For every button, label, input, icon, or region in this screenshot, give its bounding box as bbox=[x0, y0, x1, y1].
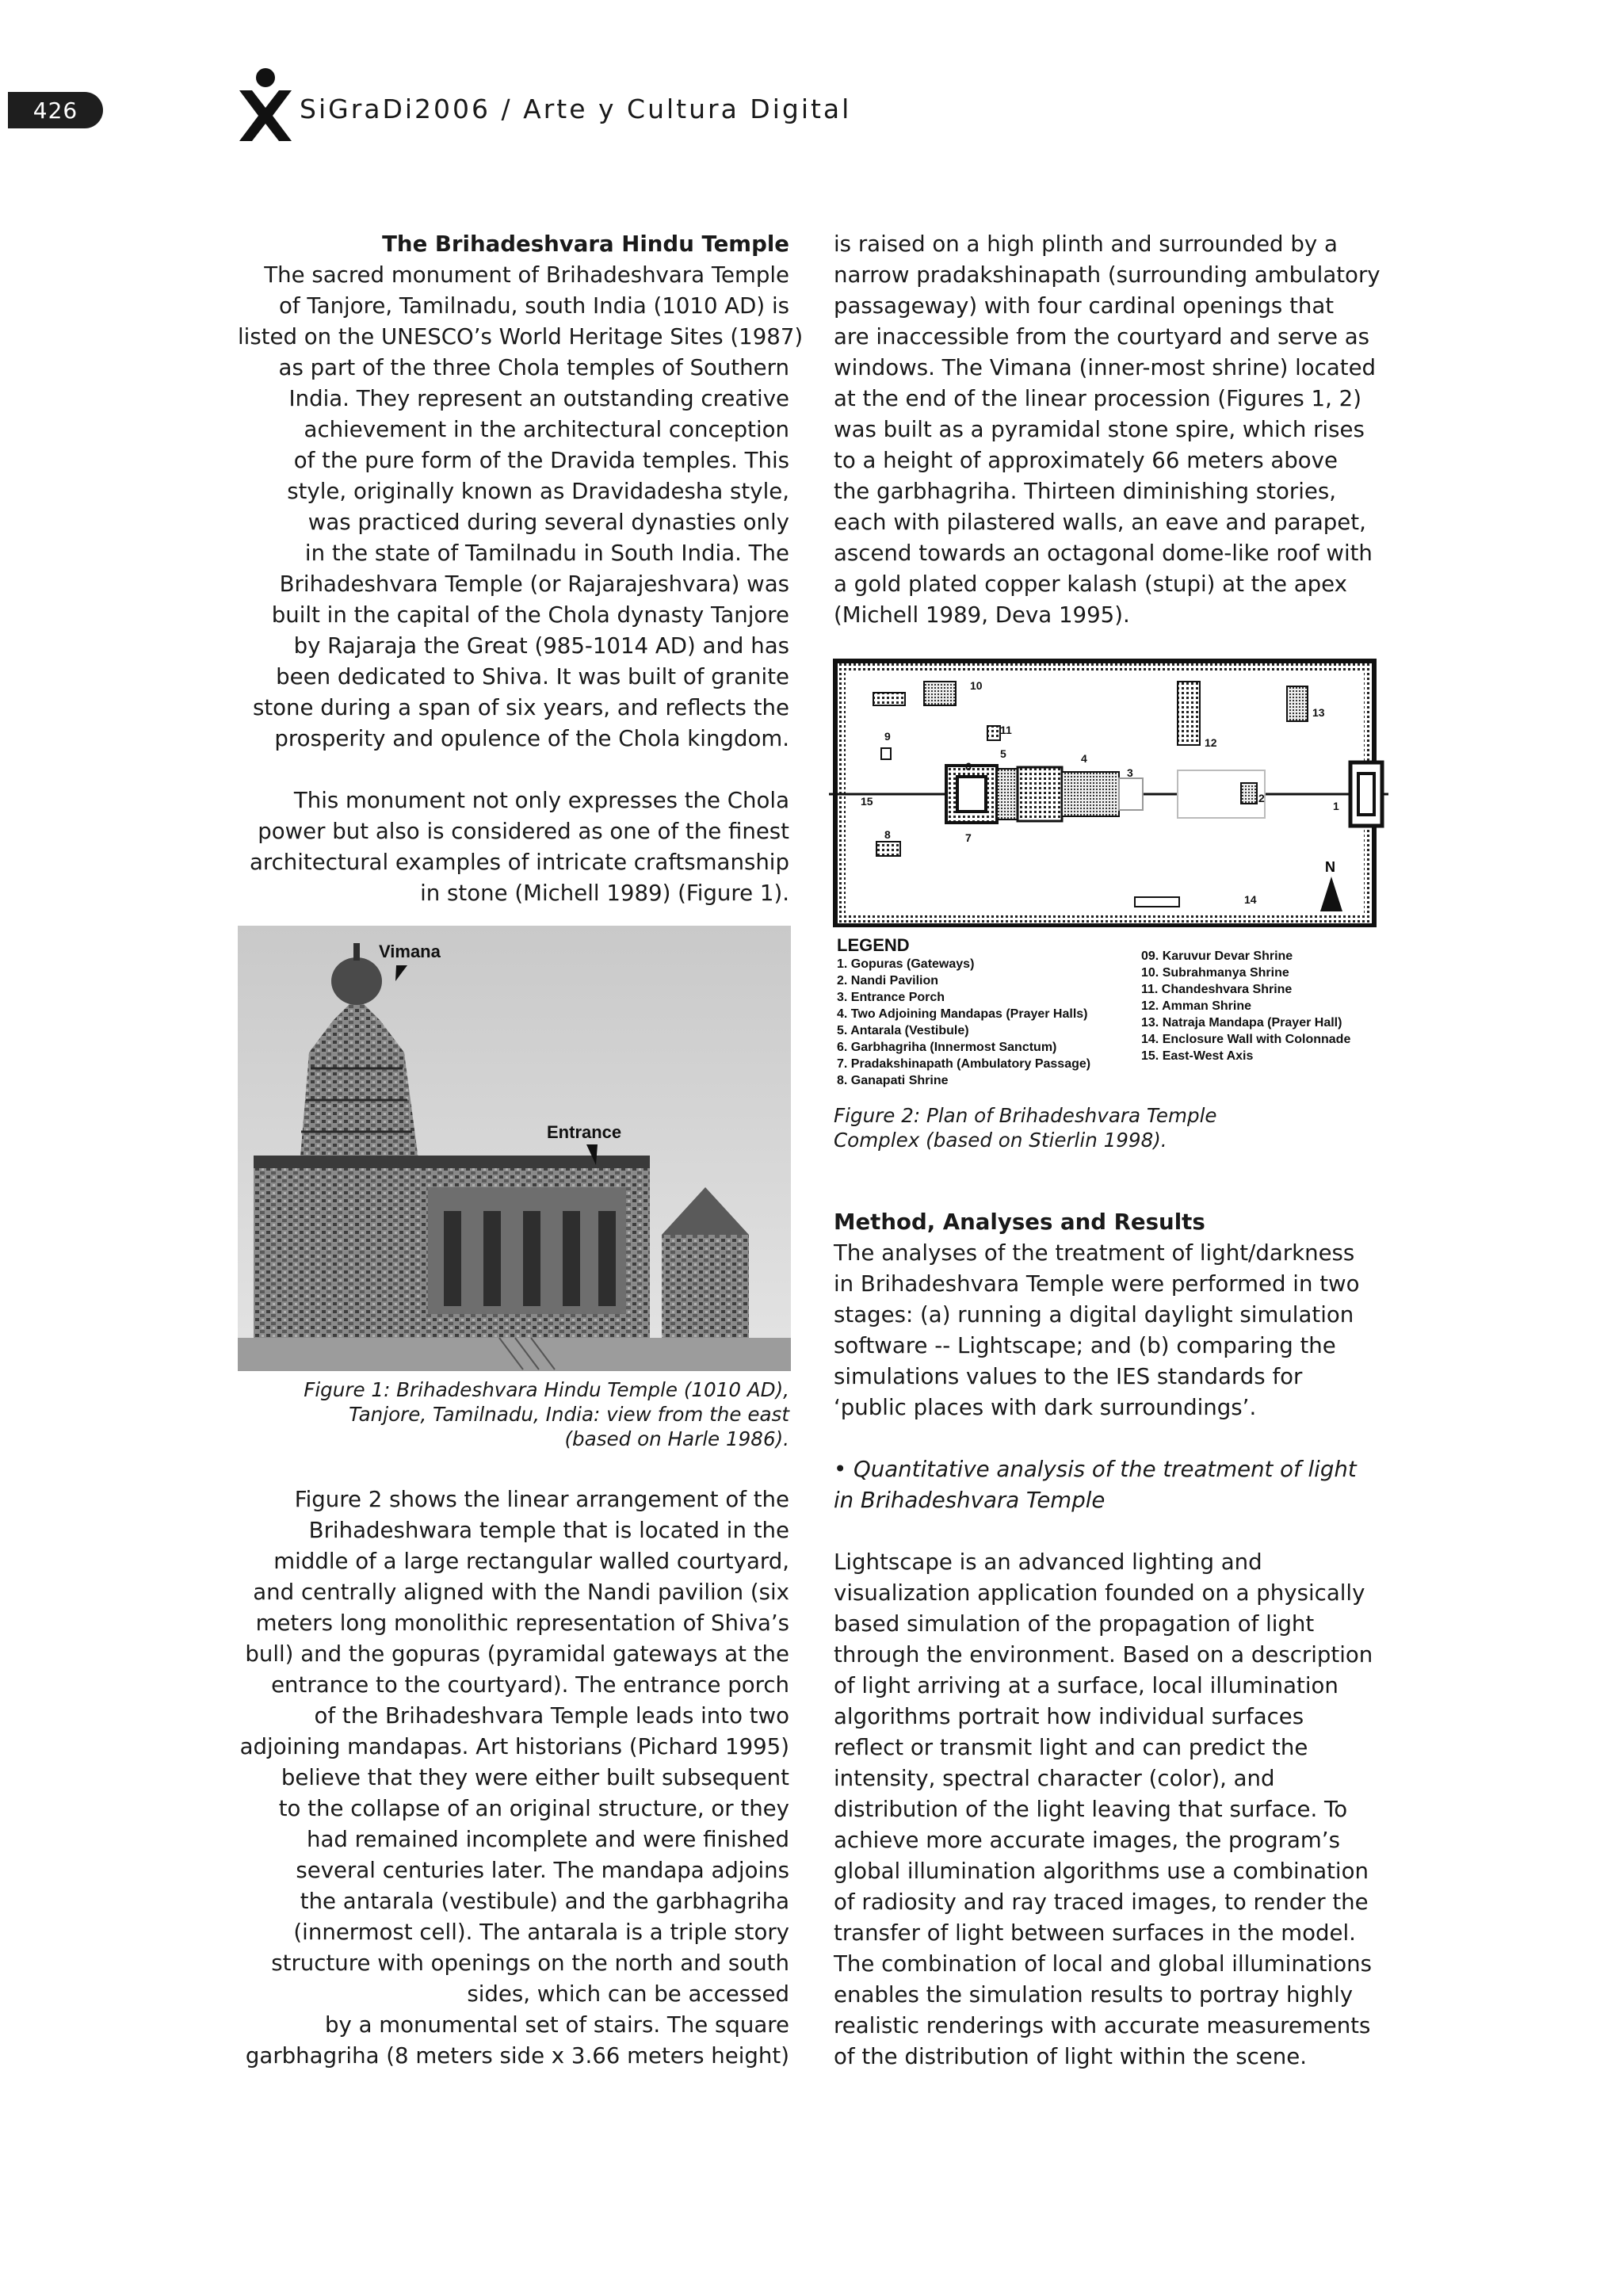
text-line: adjoining mandapas. Art historians (Pichard 1995) bbox=[239, 1733, 789, 1759]
text-line: been dedicated to Shiva. It was built of granite bbox=[276, 663, 789, 690]
legend-item: 7. Pradakshinapath (Ambulatory Passage) bbox=[837, 1057, 1091, 1071]
journal-title: SiGraDi2006 / Arte y Cultura Digital bbox=[300, 94, 852, 124]
text-line: had remained incomplete and were finished bbox=[306, 1826, 789, 1852]
figure1-temple-photo bbox=[238, 926, 791, 1371]
figure2-caption bbox=[834, 1103, 1388, 1152]
text-line: of the pure form of the Dravida temples. This bbox=[293, 447, 789, 473]
text-line: realistic renderings with accurate measurements bbox=[834, 2012, 1371, 2038]
paragraph-analyses bbox=[834, 1237, 1388, 1423]
text-line: structure with openings on the north and south bbox=[271, 1950, 789, 1976]
plan-number: 13 bbox=[1312, 706, 1325, 719]
section-title-temple: The Brihadeshvara Hindu Temple bbox=[382, 231, 789, 257]
legend-item: 1. Gopuras (Gateways) bbox=[837, 957, 975, 971]
text-line: to a height of approximately 66 meters above bbox=[834, 447, 1338, 473]
text-line: of the Brihadeshvara Temple leads into two bbox=[314, 1702, 789, 1729]
text-line: built in the capital of the Chola dynasty Tanjore bbox=[271, 602, 789, 628]
caption-line: Complex (based on Stierlin 1998). bbox=[834, 1129, 1167, 1152]
text-line: of radiosity and ray traced images, to render the bbox=[834, 1889, 1369, 1915]
label-vimana: Vimana bbox=[379, 942, 441, 961]
text-line: enables the simulation results to portray highly bbox=[834, 1981, 1354, 2008]
text-line: was built as a pyramidal stone spire, which rises bbox=[834, 416, 1365, 442]
text-line: Brihadeshwara temple that is located in the bbox=[308, 1517, 789, 1543]
text-line: algorithms portrait how individual surfaces bbox=[834, 1703, 1304, 1729]
text-line: Lightscape is an advanced lighting and bbox=[834, 1549, 1262, 1575]
text-line: is raised on a high plinth and surrounded by a bbox=[834, 231, 1338, 257]
text-line: simulations values to the IES standards for bbox=[834, 1363, 1303, 1389]
text-line: (Michell 1989, Deva 1995). bbox=[834, 602, 1130, 628]
text-line: and centrally aligned with the Nandi pavilion (six bbox=[253, 1579, 789, 1605]
text-line: the antarala (vestibule) and the garbhagriha bbox=[300, 1888, 789, 1914]
text-line: reflect or transmit light and can predict the bbox=[834, 1734, 1308, 1760]
paragraph-linear-arrangement bbox=[238, 1484, 789, 2071]
paragraph-lightscape bbox=[834, 1546, 1388, 2072]
text-line: distribution of the light leaving that surface. To bbox=[834, 1796, 1348, 1822]
plan-number: 7 bbox=[965, 831, 972, 844]
plan-number: 6 bbox=[965, 760, 972, 773]
text-line: a gold plated copper kalash (stupi) at the apex bbox=[834, 571, 1347, 597]
text-line: by a monumental set of stairs. The square bbox=[325, 2011, 789, 2038]
right-column-bottom bbox=[834, 1206, 1388, 2072]
text-line: bull) and the gopuras (pyramidal gateways at the bbox=[245, 1641, 789, 1667]
text-line: by Rajaraja the Great (985-1014 AD) and has bbox=[293, 632, 789, 659]
legend-item: 2. Nandi Pavilion bbox=[837, 974, 939, 988]
figure2-legend-right bbox=[1141, 948, 1379, 1064]
text-line: as part of the three Chola temples of Southern bbox=[278, 354, 789, 380]
text-line: through the environment. Based on a description bbox=[834, 1641, 1373, 1668]
sigradi-logo-icon bbox=[235, 67, 296, 143]
text-line: meters long monolithic representation of Shiva’s bbox=[255, 1610, 789, 1636]
figure2-temple-plan bbox=[829, 658, 1388, 927]
text-line: in stone (Michell 1989) (Figure 1). bbox=[420, 880, 789, 906]
right-column-top bbox=[834, 228, 1388, 630]
text-line: garbhagriha (8 meters side x 3.66 meters height) bbox=[245, 2042, 789, 2069]
figure2-legend-left bbox=[837, 935, 1122, 1089]
plan-number: 15 bbox=[861, 795, 873, 808]
caption-line: Figure 2: Plan of Brihadeshvara Temple bbox=[834, 1104, 1217, 1127]
legend-item: 5. Antarala (Vestibule) bbox=[837, 1024, 969, 1037]
text-line: This monument not only expresses the Chola bbox=[293, 787, 789, 813]
text-line: to the collapse of an original structure, or they bbox=[278, 1795, 789, 1821]
text-line: stages: (a) running a digital daylight simulation bbox=[834, 1301, 1354, 1328]
label-entrance: Entrance bbox=[547, 1122, 622, 1142]
text-line: achieve more accurate images, the program’s bbox=[834, 1827, 1340, 1853]
plan-number: 1 bbox=[1333, 800, 1339, 812]
caption-line: Figure 1: Brihadeshvara Hindu Temple (1010 AD), bbox=[304, 1378, 789, 1401]
plan-number: 14 bbox=[1244, 893, 1257, 906]
text-line: ‘public places with dark surroundings’. bbox=[834, 1394, 1257, 1420]
text-line: several centuries later. The mandapa adjoins bbox=[296, 1857, 789, 1883]
text-line: Brihadeshvara Temple (or Rajarajeshvara) was bbox=[279, 571, 789, 597]
text-line: Figure 2 shows the linear arrangement of the bbox=[294, 1486, 789, 1512]
text-line: stone during a span of six years, and reflects the bbox=[252, 694, 789, 720]
subheading-quantitative bbox=[834, 1454, 1388, 1515]
text-line: achievement in the architectural conception bbox=[304, 416, 789, 442]
text-line: The analyses of the treatment of light/darkness bbox=[834, 1240, 1355, 1266]
text-line: the garbhagriha. Thirteen diminishing stories, bbox=[834, 478, 1336, 504]
paragraph-chola-power bbox=[238, 785, 789, 908]
text-line: at the end of the linear procession (Figures 1, 2) bbox=[834, 385, 1361, 411]
plan-number: 10 bbox=[970, 679, 983, 692]
text-line: intensity, spectral character (color), and bbox=[834, 1765, 1275, 1791]
text-line: in the state of Tamilnadu in South India. The bbox=[304, 540, 789, 566]
text-line: global illumination algorithms use a combination bbox=[834, 1858, 1369, 1884]
legend-item: 6. Garbhagriha (Innermost Sanctum) bbox=[837, 1041, 1057, 1054]
text-line: was practiced during several dynasties only bbox=[307, 509, 789, 535]
plan-number: 11 bbox=[1000, 724, 1012, 736]
legend-item: 10. Subrahmanya Shrine bbox=[1141, 966, 1289, 980]
text-line: power but also is considered as one of the finest bbox=[258, 818, 789, 844]
text-line: The combination of local and global illuminations bbox=[834, 1950, 1372, 1977]
text-line: in Brihadeshvara Temple were performed in two bbox=[834, 1270, 1360, 1297]
caption-line: (based on Harle 1986). bbox=[564, 1427, 789, 1450]
text-line: middle of a large rectangular walled courtyard, bbox=[273, 1548, 789, 1574]
figure1-caption bbox=[238, 1377, 789, 1451]
text-line: based simulation of the propagation of light bbox=[834, 1610, 1315, 1637]
legend-item: 8. Ganapati Shrine bbox=[837, 1074, 949, 1087]
text-line: each with pilastered walls, an eave and parapet, bbox=[834, 509, 1366, 535]
plan-number: 2 bbox=[1258, 792, 1265, 804]
legend-item: 3. Entrance Porch bbox=[837, 991, 945, 1004]
text-line: of light arriving at a surface, local illumination bbox=[834, 1672, 1338, 1698]
plan-number: 9 bbox=[884, 730, 891, 743]
text-line: windows. The Vimana (inner-most shrine) located bbox=[834, 354, 1377, 380]
text-line: in Brihadeshvara Temple bbox=[834, 1487, 1106, 1513]
plan-number: 4 bbox=[1081, 752, 1087, 765]
text-line: • Quantitative analysis of the treatment of light bbox=[834, 1456, 1357, 1482]
text-line: software -- Lightscape; and (b) comparing the bbox=[834, 1332, 1336, 1358]
plan-number: 5 bbox=[1000, 747, 1006, 760]
caption-line: Tanjore, Tamilnadu, India: view from the east bbox=[349, 1403, 789, 1426]
text-line: listed on the UNESCO’s World Heritage Sites (1987) bbox=[238, 323, 804, 350]
text-line: passageway) with four cardinal openings that bbox=[834, 292, 1335, 319]
plan-number: 8 bbox=[884, 828, 891, 841]
paragraph-intro bbox=[238, 259, 804, 754]
text-line: architectural examples of intricate craftsmanship bbox=[249, 849, 789, 875]
text-line: sides, which can be accessed bbox=[467, 1981, 789, 2007]
text-line: (innermost cell). The antarala is a triple story bbox=[293, 1919, 789, 1945]
text-line: The sacred monument of Brihadeshvara Temple bbox=[264, 262, 789, 288]
text-line: believe that they were either built subsequent bbox=[281, 1764, 789, 1790]
legend-title: LEGEND bbox=[837, 935, 910, 955]
text-line: are inaccessible from the courtyard and serve as bbox=[834, 323, 1370, 350]
text-line: of the distribution of light within the scene. bbox=[834, 2043, 1308, 2069]
temple-plan-diagram bbox=[829, 658, 1388, 927]
text-line: India. They represent an outstanding creative bbox=[288, 385, 789, 411]
legend-item: 11. Chandeshvara Shrine bbox=[1141, 983, 1293, 996]
legend-item: 09. Karuvur Devar Shrine bbox=[1141, 949, 1293, 963]
legend-item: 15. East-West Axis bbox=[1141, 1049, 1254, 1063]
paragraph-plinth bbox=[834, 228, 1388, 630]
legend-item: 12. Amman Shrine bbox=[1141, 999, 1252, 1013]
text-line: prosperity and opulence of the Chola kingdom. bbox=[274, 725, 789, 751]
text-line: of Tanjore, Tamilnadu, south India (1010 AD) is bbox=[279, 292, 789, 319]
north-label: N bbox=[1325, 859, 1335, 875]
text-line: entrance to the courtyard). The entrance porch bbox=[271, 1671, 789, 1698]
legend-item: 13. Natraja Mandapa (Prayer Hall) bbox=[1141, 1016, 1342, 1030]
plan-number: 12 bbox=[1205, 736, 1217, 749]
left-column-top bbox=[238, 228, 804, 908]
page-number: 426 bbox=[8, 92, 103, 128]
temple-photo-illustration bbox=[238, 926, 791, 1371]
section-title-method: Method, Analyses and Results bbox=[834, 1209, 1205, 1235]
text-line: style, originally known as Dravidadesha style, bbox=[287, 478, 789, 504]
legend-item: 14. Enclosure Wall with Colonnade bbox=[1141, 1033, 1351, 1046]
text-line: visualization application founded on a physically bbox=[834, 1580, 1365, 1606]
text-line: ascend towards an octagonal dome-like roof with bbox=[834, 540, 1373, 566]
legend-item: 4. Two Adjoining Mandapas (Prayer Halls) bbox=[837, 1007, 1088, 1021]
plan-number: 3 bbox=[1127, 766, 1133, 779]
left-column-bottom bbox=[238, 1484, 789, 2071]
text-line: narrow pradakshinapath (surrounding ambulatory bbox=[834, 262, 1381, 288]
text-line: transfer of light between surfaces in the model. bbox=[834, 1920, 1356, 1946]
